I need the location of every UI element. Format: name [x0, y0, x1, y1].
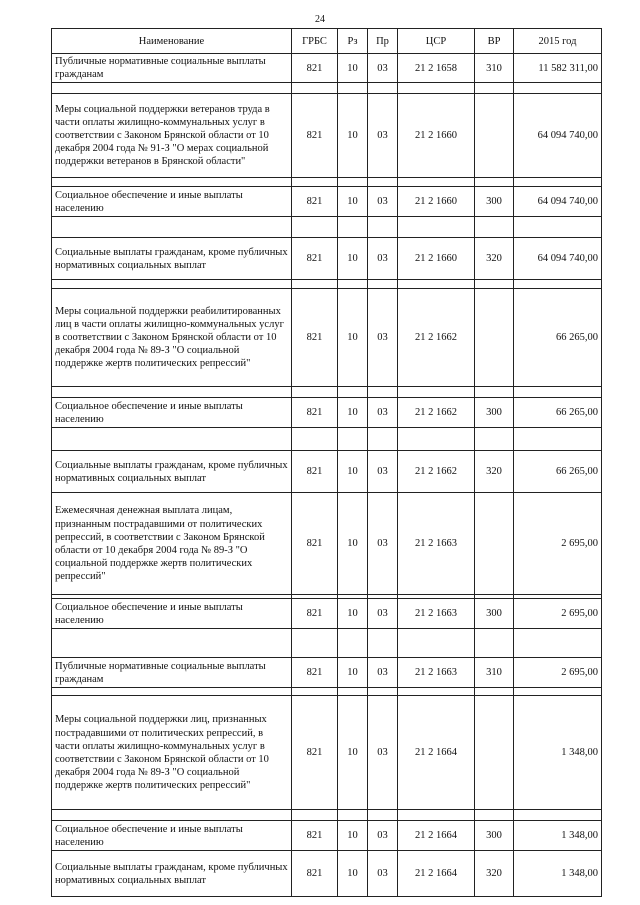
- row-vr-cell: 310: [475, 658, 514, 688]
- spacer-cell: [338, 629, 368, 658]
- row-rz-cell: 10: [338, 398, 368, 428]
- row-spacer: [52, 629, 602, 658]
- spacer-cell: [368, 688, 398, 696]
- spacer-cell: [514, 280, 602, 289]
- spacer-cell: [338, 428, 368, 451]
- table-row: [52, 493, 602, 595]
- row-rz-cell: 10: [338, 289, 368, 387]
- row-amount-cell: 1 348,00: [514, 821, 602, 851]
- row-grbs-cell: 821: [292, 599, 338, 629]
- row-pr-cell: 03: [368, 289, 398, 387]
- row-vr-cell: [475, 289, 514, 387]
- row-csr-cell: 21 2 1662: [398, 451, 475, 493]
- table-row: [52, 599, 602, 629]
- spacer-cell: [398, 280, 475, 289]
- spacer-cell: [292, 428, 338, 451]
- row-rz-cell: 10: [338, 94, 368, 178]
- row-vr-cell: 300: [475, 821, 514, 851]
- row-rz-cell: 10: [338, 187, 368, 217]
- table-row: [52, 54, 602, 83]
- spacer-cell: [514, 688, 602, 696]
- row-vr-cell: 300: [475, 599, 514, 629]
- spacer-cell: [475, 629, 514, 658]
- row-pr-cell: 03: [368, 658, 398, 688]
- row-rz-cell: 10: [338, 821, 368, 851]
- row-name-cell: Социальное обеспечение и иные выплаты населению: [52, 187, 292, 217]
- row-amount-cell: 1 348,00: [514, 851, 602, 897]
- row-amount-cell: 2 695,00: [514, 658, 602, 688]
- row-name-cell: Меры социальной поддержки реабилитированных лиц в части оплаты жилищно-коммунальных услуг в соответствии с Законом Брянской области от 10 декабря 2004 года № 89-З "О социальной поддержке жертв политических репрессий": [52, 289, 292, 387]
- row-name-cell: Меры социальной поддержки лиц, признанных пострадавшими от политических репрессий, в части оплаты жилищно-коммунальных услуг в соответствии с Законом Брянской области от 10 декабря 2004 года № 89-З "О социальной поддержке жертв политических репрессий": [52, 696, 292, 810]
- spacer-cell: [514, 810, 602, 821]
- spacer-cell: [338, 178, 368, 187]
- row-vr-cell: 320: [475, 451, 514, 493]
- row-rz-cell: 10: [338, 696, 368, 810]
- row-rz-cell: 10: [338, 451, 368, 493]
- row-rz-cell: 10: [338, 851, 368, 897]
- table-row: [52, 696, 602, 810]
- row-rz-cell: 10: [338, 493, 368, 595]
- row-amount-cell: 64 094 740,00: [514, 187, 602, 217]
- spacer-cell: [514, 428, 602, 451]
- row-spacer: [52, 280, 602, 289]
- row-csr-cell: 21 2 1660: [398, 94, 475, 178]
- row-csr-cell: 21 2 1660: [398, 238, 475, 280]
- row-grbs-cell: 821: [292, 451, 338, 493]
- table-row: [52, 289, 602, 387]
- table-row: [52, 821, 602, 851]
- spacer-cell: [52, 178, 292, 187]
- row-vr-cell: [475, 696, 514, 810]
- row-pr-cell: 03: [368, 821, 398, 851]
- row-rz-cell: 10: [338, 599, 368, 629]
- row-vr-cell: 300: [475, 187, 514, 217]
- spacer-cell: [368, 629, 398, 658]
- row-pr-cell: 03: [368, 94, 398, 178]
- col-header-pr: Пр: [368, 29, 398, 54]
- spacer-cell: [475, 428, 514, 451]
- col-header-grbs: ГРБС: [292, 29, 338, 54]
- row-vr-cell: 320: [475, 851, 514, 897]
- row-name-cell: Социальные выплаты гражданам, кроме публичных нормативных социальных выплат: [52, 851, 292, 897]
- spacer-cell: [368, 217, 398, 238]
- row-amount-cell: 2 695,00: [514, 493, 602, 595]
- spacer-cell: [292, 810, 338, 821]
- spacer-cell: [514, 83, 602, 94]
- row-amount-cell: 2 695,00: [514, 599, 602, 629]
- row-grbs-cell: 821: [292, 658, 338, 688]
- col-header-name: Наименование: [52, 29, 292, 54]
- row-csr-cell: 21 2 1663: [398, 493, 475, 595]
- spacer-cell: [475, 217, 514, 238]
- page-number: 24: [315, 14, 325, 25]
- row-spacer: [52, 428, 602, 451]
- table-row: [52, 451, 602, 493]
- spacer-cell: [52, 217, 292, 238]
- row-csr-cell: 21 2 1664: [398, 696, 475, 810]
- spacer-cell: [514, 387, 602, 398]
- row-name-cell: Ежемесячная денежная выплата лицам, признанным пострадавшими от политических репрессий, в соответствии с Законом Брянской области от 10 декабря 2004 года № 89-З "О социальной поддержке жертв политических репрессий": [52, 493, 292, 595]
- row-name-cell: Социальное обеспечение и иные выплаты населению: [52, 599, 292, 629]
- spacer-cell: [292, 688, 338, 696]
- row-amount-cell: 66 265,00: [514, 398, 602, 428]
- row-spacer: [52, 387, 602, 398]
- row-spacer: [52, 217, 602, 238]
- row-pr-cell: 03: [368, 599, 398, 629]
- spacer-cell: [338, 810, 368, 821]
- spacer-cell: [292, 280, 338, 289]
- row-amount-cell: 1 348,00: [514, 696, 602, 810]
- row-vr-cell: [475, 94, 514, 178]
- row-pr-cell: 03: [368, 54, 398, 83]
- row-rz-cell: 10: [338, 238, 368, 280]
- row-csr-cell: 21 2 1663: [398, 658, 475, 688]
- row-grbs-cell: 821: [292, 696, 338, 810]
- spacer-cell: [338, 688, 368, 696]
- table-row: [52, 851, 602, 897]
- col-header-year: 2015 год: [514, 29, 602, 54]
- spacer-cell: [475, 688, 514, 696]
- row-grbs-cell: 821: [292, 238, 338, 280]
- table-body: [52, 54, 602, 897]
- budget-table: [51, 28, 602, 897]
- row-rz-cell: 10: [338, 54, 368, 83]
- row-csr-cell: 21 2 1664: [398, 851, 475, 897]
- spacer-cell: [292, 629, 338, 658]
- row-csr-cell: 21 2 1663: [398, 599, 475, 629]
- row-amount-cell: 11 582 311,00: [514, 54, 602, 83]
- spacer-cell: [368, 810, 398, 821]
- row-name-cell: Публичные нормативные социальные выплаты гражданам: [52, 658, 292, 688]
- spacer-cell: [52, 387, 292, 398]
- spacer-cell: [368, 280, 398, 289]
- row-spacer: [52, 810, 602, 821]
- col-header-vr: ВР: [475, 29, 514, 54]
- row-grbs-cell: 821: [292, 493, 338, 595]
- col-header-csr: ЦСР: [398, 29, 475, 54]
- row-pr-cell: 03: [368, 398, 398, 428]
- row-grbs-cell: 821: [292, 851, 338, 897]
- row-spacer: [52, 83, 602, 94]
- spacer-cell: [398, 810, 475, 821]
- spacer-cell: [368, 428, 398, 451]
- spacer-cell: [52, 688, 292, 696]
- row-spacer: [52, 688, 602, 696]
- row-grbs-cell: 821: [292, 821, 338, 851]
- spacer-cell: [292, 178, 338, 187]
- row-pr-cell: 03: [368, 696, 398, 810]
- spacer-cell: [475, 83, 514, 94]
- spacer-cell: [52, 280, 292, 289]
- row-amount-cell: 64 094 740,00: [514, 94, 602, 178]
- spacer-cell: [368, 387, 398, 398]
- spacer-cell: [514, 178, 602, 187]
- spacer-cell: [398, 688, 475, 696]
- row-csr-cell: 21 2 1660: [398, 187, 475, 217]
- table-row: [52, 187, 602, 217]
- spacer-cell: [52, 83, 292, 94]
- spacer-cell: [292, 83, 338, 94]
- spacer-cell: [52, 428, 292, 451]
- row-grbs-cell: 821: [292, 398, 338, 428]
- row-grbs-cell: 821: [292, 94, 338, 178]
- table-row: [52, 94, 602, 178]
- row-amount-cell: 66 265,00: [514, 289, 602, 387]
- spacer-cell: [338, 217, 368, 238]
- spacer-cell: [398, 387, 475, 398]
- row-pr-cell: 03: [368, 187, 398, 217]
- spacer-cell: [52, 629, 292, 658]
- row-csr-cell: 21 2 1664: [398, 821, 475, 851]
- header-row: [52, 29, 602, 54]
- spacer-cell: [368, 83, 398, 94]
- row-name-cell: Социальное обеспечение и иные выплаты населению: [52, 821, 292, 851]
- spacer-cell: [292, 387, 338, 398]
- row-pr-cell: 03: [368, 851, 398, 897]
- row-pr-cell: 03: [368, 451, 398, 493]
- spacer-cell: [514, 629, 602, 658]
- row-grbs-cell: 821: [292, 187, 338, 217]
- spacer-cell: [398, 178, 475, 187]
- spacer-cell: [475, 387, 514, 398]
- row-amount-cell: 64 094 740,00: [514, 238, 602, 280]
- row-grbs-cell: 821: [292, 289, 338, 387]
- row-spacer: [52, 178, 602, 187]
- spacer-cell: [398, 428, 475, 451]
- row-csr-cell: 21 2 1662: [398, 289, 475, 387]
- table-row: [52, 658, 602, 688]
- row-name-cell: Социальные выплаты гражданам, кроме публичных нормативных социальных выплат: [52, 238, 292, 280]
- row-rz-cell: 10: [338, 658, 368, 688]
- row-amount-cell: 66 265,00: [514, 451, 602, 493]
- spacer-cell: [475, 178, 514, 187]
- spacer-cell: [514, 217, 602, 238]
- row-name-cell: Публичные нормативные социальные выплаты гражданам: [52, 54, 292, 83]
- spacer-cell: [338, 280, 368, 289]
- spacer-cell: [398, 83, 475, 94]
- col-header-rz: Рз: [338, 29, 368, 54]
- table-row: [52, 238, 602, 280]
- row-pr-cell: 03: [368, 493, 398, 595]
- row-vr-cell: [475, 493, 514, 595]
- row-vr-cell: 300: [475, 398, 514, 428]
- row-csr-cell: 21 2 1662: [398, 398, 475, 428]
- spacer-cell: [52, 810, 292, 821]
- row-pr-cell: 03: [368, 238, 398, 280]
- spacer-cell: [398, 629, 475, 658]
- row-grbs-cell: 821: [292, 54, 338, 83]
- spacer-cell: [475, 810, 514, 821]
- row-name-cell: Социальные выплаты гражданам, кроме публичных нормативных социальных выплат: [52, 451, 292, 493]
- row-name-cell: Социальное обеспечение и иные выплаты населению: [52, 398, 292, 428]
- row-csr-cell: 21 2 1658: [398, 54, 475, 83]
- spacer-cell: [338, 387, 368, 398]
- spacer-cell: [398, 217, 475, 238]
- table-row: [52, 398, 602, 428]
- spacer-cell: [292, 217, 338, 238]
- spacer-cell: [475, 280, 514, 289]
- spacer-cell: [338, 83, 368, 94]
- row-name-cell: Меры социальной поддержки ветеранов труда в части оплаты жилищно-коммунальных услуг в соответствии с Законом Брянской области от 10 декабря 2004 года № 91-З "О мерах социальной поддержки ветеранов в Брянской области": [52, 94, 292, 178]
- row-vr-cell: 320: [475, 238, 514, 280]
- spacer-cell: [368, 178, 398, 187]
- row-vr-cell: 310: [475, 54, 514, 83]
